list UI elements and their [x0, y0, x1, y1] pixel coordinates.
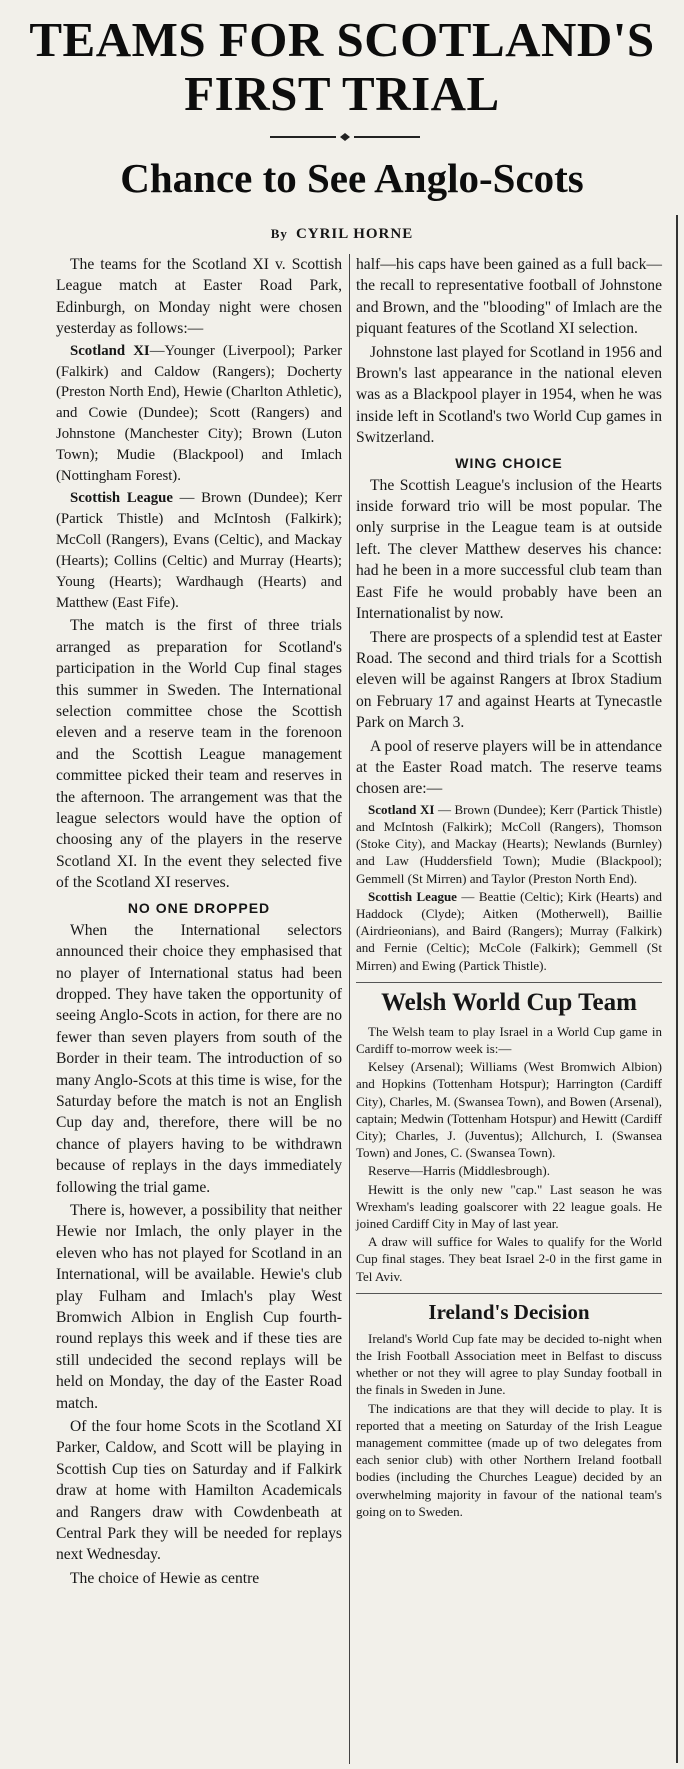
ireland-paragraph-1: Ireland's World Cup fate may be decided to-night when the Irish Football Association meet in Belfast to discuss whether or not they will agree to play Sunday football in the finals in Sweden in June.	[356, 1330, 662, 1398]
headline-line-2: FIRST TRIAL	[184, 66, 500, 121]
hewie-paragraph: There is, however, a possibility that neither Hewie nor Imlach, the only player in the eleven who has not played for Scotland in an International, will be available. Hewie's club play Fulham and Imlach's play West Bromwich Albion in English Cup fourth-round replays this week and if these ties are still undecided the second replays will be held on Monday, the day of the Easter Road match.	[56, 1201, 342, 1412]
ireland-headline: Ireland's Decision	[356, 1293, 662, 1326]
welsh-reserve: Reserve—Harris (Middlesbrough).	[368, 1163, 550, 1179]
continued-paragraph: half—his caps have been gained as a full back—the recall to representative football of Johnstone and Brown, and the "blooding" of Imlach are the piquant features of the Scotland XI selection.	[356, 256, 662, 338]
subheadline: Chance to See Anglo-Scots	[120, 155, 584, 201]
wing-paragraph: The Scottish League's inclusion of the Hearts inside forward trio will be most popular. The only surprise in the League team is at outside left. The clever Matthew deserves his chance: had he been in a more successful club team than East Fife he would probably have been an Internationalist by now.	[356, 476, 662, 623]
byline	[0, 226, 684, 243]
column-1	[56, 254, 342, 1589]
welsh-hewitt: Hewitt is the only new "cap." Last season he was Wrexham's leading goalscorer with 22 league goals. He joined Cardiff City in May of last year.	[356, 1181, 662, 1232]
intro-paragraph: The teams for the Scotland XI v. Scottish League match at Easter Road Park, Edinburgh, on Monday night were chosen yesterday as follows:—	[56, 256, 342, 338]
subhead-no-one-dropped: NO ONE DROPPED	[127, 899, 271, 916]
scottish-league-lineup	[56, 488, 342, 613]
byline-prefix: By	[270, 226, 288, 241]
scotland-xi-label: Scotland XI	[70, 342, 150, 359]
welsh-intro: The Welsh team to play Israel in a World Cup game in Cardiff to-morrow week is:—	[356, 1023, 662, 1056]
column-divider	[349, 254, 350, 1764]
choice-paragraph: The choice of Hewie as centre	[70, 1569, 260, 1587]
prospects-paragraph: There are prospects of a splendid test at Easter Road. The second and third trials for a Scottish eleven will be against Rangers at Ibrox Stadium on February 17 and against Hearts at Tynecastle Park on March 3.	[356, 628, 662, 732]
subhead-wing-choice: WING CHOICE	[455, 454, 563, 471]
ireland-paragraph-2: The indications are that they will decide to play. It is reported that a meeting on Saturday of the Irish League management committee (made up of two delegates from each senior club) with other Northern Ireland football bodies (including the Churches League) decided by an overwhelming majority in favour of the national team's going on to Sweden.	[356, 1400, 662, 1519]
byline-author: CYRIL HORNE	[295, 226, 414, 242]
welsh-headline: Welsh World Cup Team	[356, 982, 662, 1019]
scotland-xi-lineup	[56, 341, 342, 487]
ornament-rule	[270, 132, 420, 142]
welsh-team: Kelsey (Arsenal); Williams (West Bromwich Albion) and Hopkins (Tottenham Hotspur); Harrington (Cardiff City), Charles, M. (Swansea Town), and Bowen (Arsenal), captain; Medwin (Tottenham Hotspur) and Hewitt (Cardiff City); Charles, J. (Juventus); Allchurch, I. (Swansea Town) and Jones, C. (Swansea Town).	[356, 1059, 662, 1161]
scotland-xi-players: —Younger (Liverpool); Parker (Falkirk) and Caldow (Rangers); Docherty (Preston North End), Hewie (Charlton Athletic), and Cowie (Dundee); Scott (Rangers) and Johnstone (Manchester City); Brown (Luton Town); Mudie (Blackpool) and Imlach (Nottingham Forest).	[56, 342, 343, 485]
reserve-xi-players: — Brown (Dundee); Kerr (Partick Thistle) and McIntosh (Falkirk); McColl (Rangers), Thomson (Stoke City), and Mackay (Hearts); Newlands (Burnley) and Law (Huddersfield Town); Mudie (Blackpool); Gemmell (St Mirren) and Taylor (Preston North End).	[356, 801, 662, 886]
reserve-xi-label: Scotland XI	[368, 801, 435, 817]
pool-paragraph: A pool of reserve players will be in attendance at the Easter Road match. The reserve teams chosen are:—	[356, 737, 662, 798]
johnstone-paragraph: Johnstone last played for Scotland in 1956 and Brown's last appearance in the national eleven was as a Blackpool player in 1954, when he was inside left in Scotland's two World Cup games in Switzerland.	[356, 343, 662, 447]
column-2	[356, 254, 662, 1520]
reserve-league-label: Scottish League	[368, 888, 457, 904]
home-scots-paragraph: Of the four home Scots in the Scotland XI Parker, Caldow, and Scott will be playing in Scottish Cup ties on Saturday and if Falkirk draw at home with Hamilton Academicals and Rangers draw with Cowdenbeath at Central Park they will be needed for replays next Wednesday.	[56, 1418, 342, 1564]
page-edge-rule	[676, 215, 678, 1763]
scottish-league-label: Scottish League	[70, 489, 173, 506]
scottish-league-players: — Brown (Dundee); Kerr (Partick Thistle) and McIntosh (Falkirk); McColl (Rangers), Evans (Celtic), and Mackay (Hearts); Collins (Celtic) and Murray (Hearts); Young (Hearts); Wardhaugh (Hearts) and Matthew (East Fife).	[56, 489, 342, 611]
reserve-scotland-xi	[356, 801, 662, 887]
welsh-draw: A draw will suffice for Wales to qualify for the World Cup final stages. They beat Israel 2-0 in the first game in Tel Aviv.	[356, 1234, 662, 1284]
reserve-league-players: — Beattie (Celtic); Kirk (Hearts) and Haddock (Clyde); Aitken (Motherwell), Baillie (Airdrieonians), and Baird (Rangers); Murray (Falkirk) and Fernie (Celtic); McCole (Falkirk); Gemmell (St Mirren) and Ewing (Partick Thistle).	[356, 888, 662, 973]
dropped-paragraph: When the International selectors announced their choice they emphasised that no player of International status had been dropped. They have taken the opportunity of seeing Anglo-Scots in action, for there are no fewer than seven players from south of the Border in their team. The introduction of so many Anglo-Scots at this time is wise, for the Saturday before the match is not an English Cup day and, therefore, there will be no chance of players having to be withdrawn because of replays in the days immediately following the trial game.	[56, 921, 342, 1196]
headline-line-1: TEAMS FOR SCOTLAND'S	[29, 12, 655, 67]
trials-paragraph: The match is the first of three trials arranged as preparation for Scotland's participation in the World Cup final stages this summer in Sweden. The International selection committee chose the Scottish eleven and a reserve team in the forenoon and the Scottish League management committee picked their team and reserves in the afternoon. The arrangement was that the league selectors would have the option of choosing any of the players in the reserve Scotland XI. In the event they selected five of the Scotland XI reserves.	[56, 617, 342, 892]
reserve-scottish-league	[356, 888, 662, 974]
